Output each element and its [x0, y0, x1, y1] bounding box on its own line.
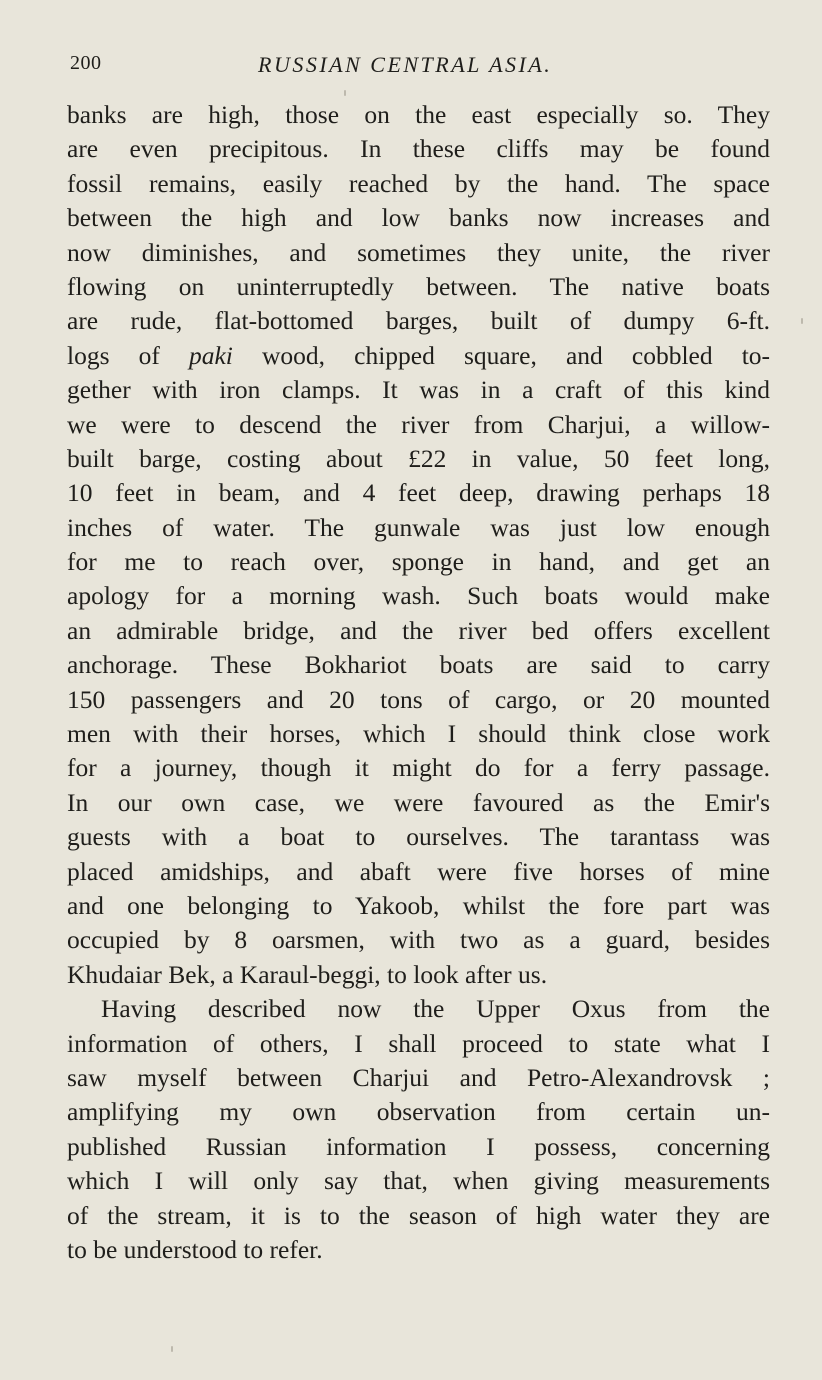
text-line: and one belonging to Yakoob, whilst the fore part was	[67, 890, 770, 920]
text-line: apology for a morning wash. Such boats would make	[67, 581, 770, 611]
text-line: built barge, costing about £22 in value, 50 feet long,	[67, 443, 770, 473]
paper-speck	[801, 318, 803, 324]
page-number: 200	[70, 52, 102, 74]
text-line: amplifying my own observation from certain un-	[67, 1097, 770, 1127]
text-line: 10 feet in beam, and 4 feet deep, drawing perhaps 18	[67, 478, 770, 508]
text-line: saw myself between Charjui and Petro-Alexandrovsk ;	[67, 1062, 770, 1092]
text-fragment: wood, chipped square, and cobbled to-	[261, 340, 771, 370]
text-line: gether with iron clamps. It was in a craft of this kind	[67, 375, 770, 405]
running-head	[70, 52, 770, 82]
text-line: men with their horses, which I should think close work	[67, 719, 770, 749]
text-line	[67, 339, 770, 373]
text-line: anchorage. These Bokhariot boats are said to carry	[67, 650, 770, 680]
text-line: are even precipitous. In these cliffs may be found	[67, 134, 770, 164]
text-line: to be understood to refer.	[67, 1234, 323, 1264]
text-line: inches of water. The gunwale was just low enough	[67, 512, 770, 542]
text-line: 150 passengers and 20 tons of cargo, or 20 mounted	[67, 684, 770, 714]
text-line: Having described now the Upper Oxus from the	[101, 994, 770, 1024]
text-line: an admirable bridge, and the river bed offers excellent	[67, 615, 770, 645]
paper-speck	[344, 90, 346, 96]
text-line: for me to reach over, sponge in hand, and get an	[67, 547, 770, 577]
text-line: In our own case, we were favoured as the Emir's	[67, 787, 770, 817]
text-line: between the high and low banks now increases and	[67, 203, 770, 233]
italic-term: paki	[188, 340, 233, 370]
text-line: are rude, flat-bottomed barges, built of dumpy 6-ft.	[67, 306, 770, 336]
text-line: information of others, I shall proceed to state what I	[67, 1028, 770, 1058]
text-line: flowing on uninterruptedly between. The native boats	[67, 271, 770, 301]
text-line: occupied by 8 oarsmen, with two as a guard, besides	[67, 925, 770, 955]
text-line: we were to descend the river from Charjui, a willow-	[67, 409, 770, 439]
paragraph	[67, 98, 770, 992]
text-line: guests with a boat to ourselves. The tarantass was	[67, 822, 770, 852]
paper-speck	[171, 1346, 173, 1352]
text-line: which I will only say that, when giving measurements	[67, 1166, 770, 1196]
text-line: published Russian information I possess, concerning	[67, 1131, 770, 1161]
text-line: placed amidships, and abaft were five horses of mine	[67, 856, 770, 886]
text-line: for a journey, though it might do for a ferry passage.	[67, 753, 770, 783]
text-line: fossil remains, easily reached by the hand. The space	[67, 168, 770, 198]
text-line: banks are high, those on the east especially so. They	[67, 100, 770, 129]
text-fragment: logs of	[67, 340, 160, 370]
text-line: Khudaiar Bek, a Karaul-beggi, to look after us.	[67, 959, 548, 989]
running-title: RUSSIAN CENTRAL ASIA.	[258, 52, 553, 77]
text-line: now diminishes, and sometimes they unite, the river	[67, 237, 770, 267]
paragraph	[67, 992, 770, 1267]
text-line: of the stream, it is to the season of high water they are	[67, 1200, 770, 1230]
body-text	[67, 98, 770, 1267]
